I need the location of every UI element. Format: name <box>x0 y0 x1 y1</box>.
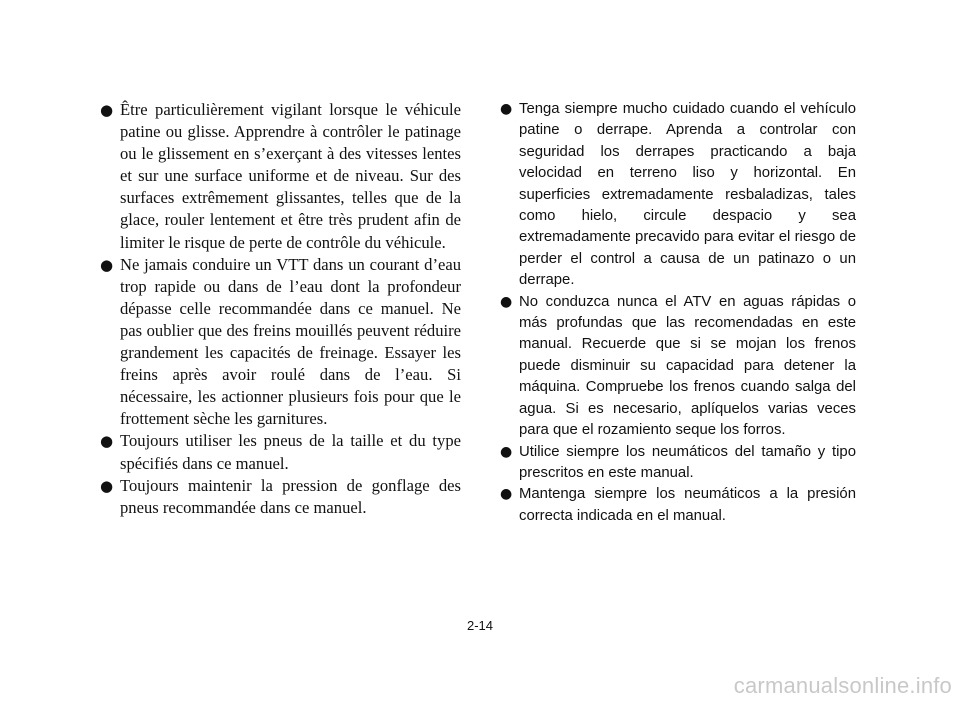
list-item <box>499 99 856 292</box>
bullet-icon: ● <box>500 293 513 310</box>
list-item <box>99 475 461 519</box>
item-text: No conduzca nunca el ATV en aguas rápidas o más profundas que las recomendadas en este manual. Recuerde que si se mojan los frenos puede disminuir su capacidad para detener la máquina. Compruebe los frenos cuando salga del agua. Si es necesario, aplíquelos varias veces para que el rozamiento seque los forros. <box>519 293 856 439</box>
list-item <box>99 99 461 254</box>
list-item <box>499 442 856 485</box>
bullet-icon: ● <box>500 486 513 503</box>
item-text: Toujours maintenir la pression de gonflage des pneus recommandée dans ce manuel. <box>120 475 461 517</box>
item-text: Être particulièrement vigilant lorsque le véhicule patine ou glisse. Apprendre à contrôler le patinage ou le glissement en s’exerçant à des vitesses lentes et sur une surface uniforme et de niveau. Sur des surfaces extrêmement glissantes, telles que de la glace, rouler lentement et être très prudent afin de limiter le risque de perte de contrôle du véhicule. <box>120 100 461 252</box>
item-text: Ne jamais conduire un VTT dans un courant d’eau trop rapide ou dans de l’eau dont la profondeur dépasse celle recommandée dans ce manuel. Ne pas oublier que des freins mouillés peuvent réduire grandement les capacités de freinage. Essayer les freins après avoir roulé dans de l’eau. Si nécessaire, les actionner plusieurs fois pour que le frottement sèche les garnitures. <box>120 254 461 429</box>
french-column <box>99 99 461 519</box>
spanish-column <box>499 99 856 527</box>
bullet-icon: ● <box>500 101 513 117</box>
list-item <box>499 292 856 442</box>
bullet-icon: ● <box>100 101 114 119</box>
list-item <box>99 254 461 431</box>
page-number: 2-14 <box>466 618 494 633</box>
item-text: Toujours utiliser les pneus de la taille et du type spécifiés dans ce manuel. <box>120 431 461 473</box>
bullet-icon: ● <box>500 443 513 460</box>
item-text: Mantenga siempre los neumáticos a la presión correcta indicada en el manual. <box>519 486 856 524</box>
bullet-icon: ● <box>100 432 114 451</box>
bullet-icon: ● <box>100 255 114 274</box>
item-text: Tenga siempre mucho cuidado cuando el vehículo patine o derrape. Aprenda a controlar con seguridad los derrapes practicando a baja velocidad en terreno liso y horizontal. En superficies extremadamente resbaladizas, tales como hielo, circule despacio y sea extremadamente precavido para evitar el riesgo de perder el control a causa de un patinazo o un derrape. <box>519 101 856 289</box>
watermark: carmanualsonline.info <box>733 673 952 698</box>
list-item <box>499 484 856 527</box>
list-item <box>99 430 461 474</box>
bullet-icon: ● <box>100 476 114 495</box>
item-text: Utilice siempre los neumáticos del tamaño y tipo prescritos en este manual. <box>519 443 856 481</box>
